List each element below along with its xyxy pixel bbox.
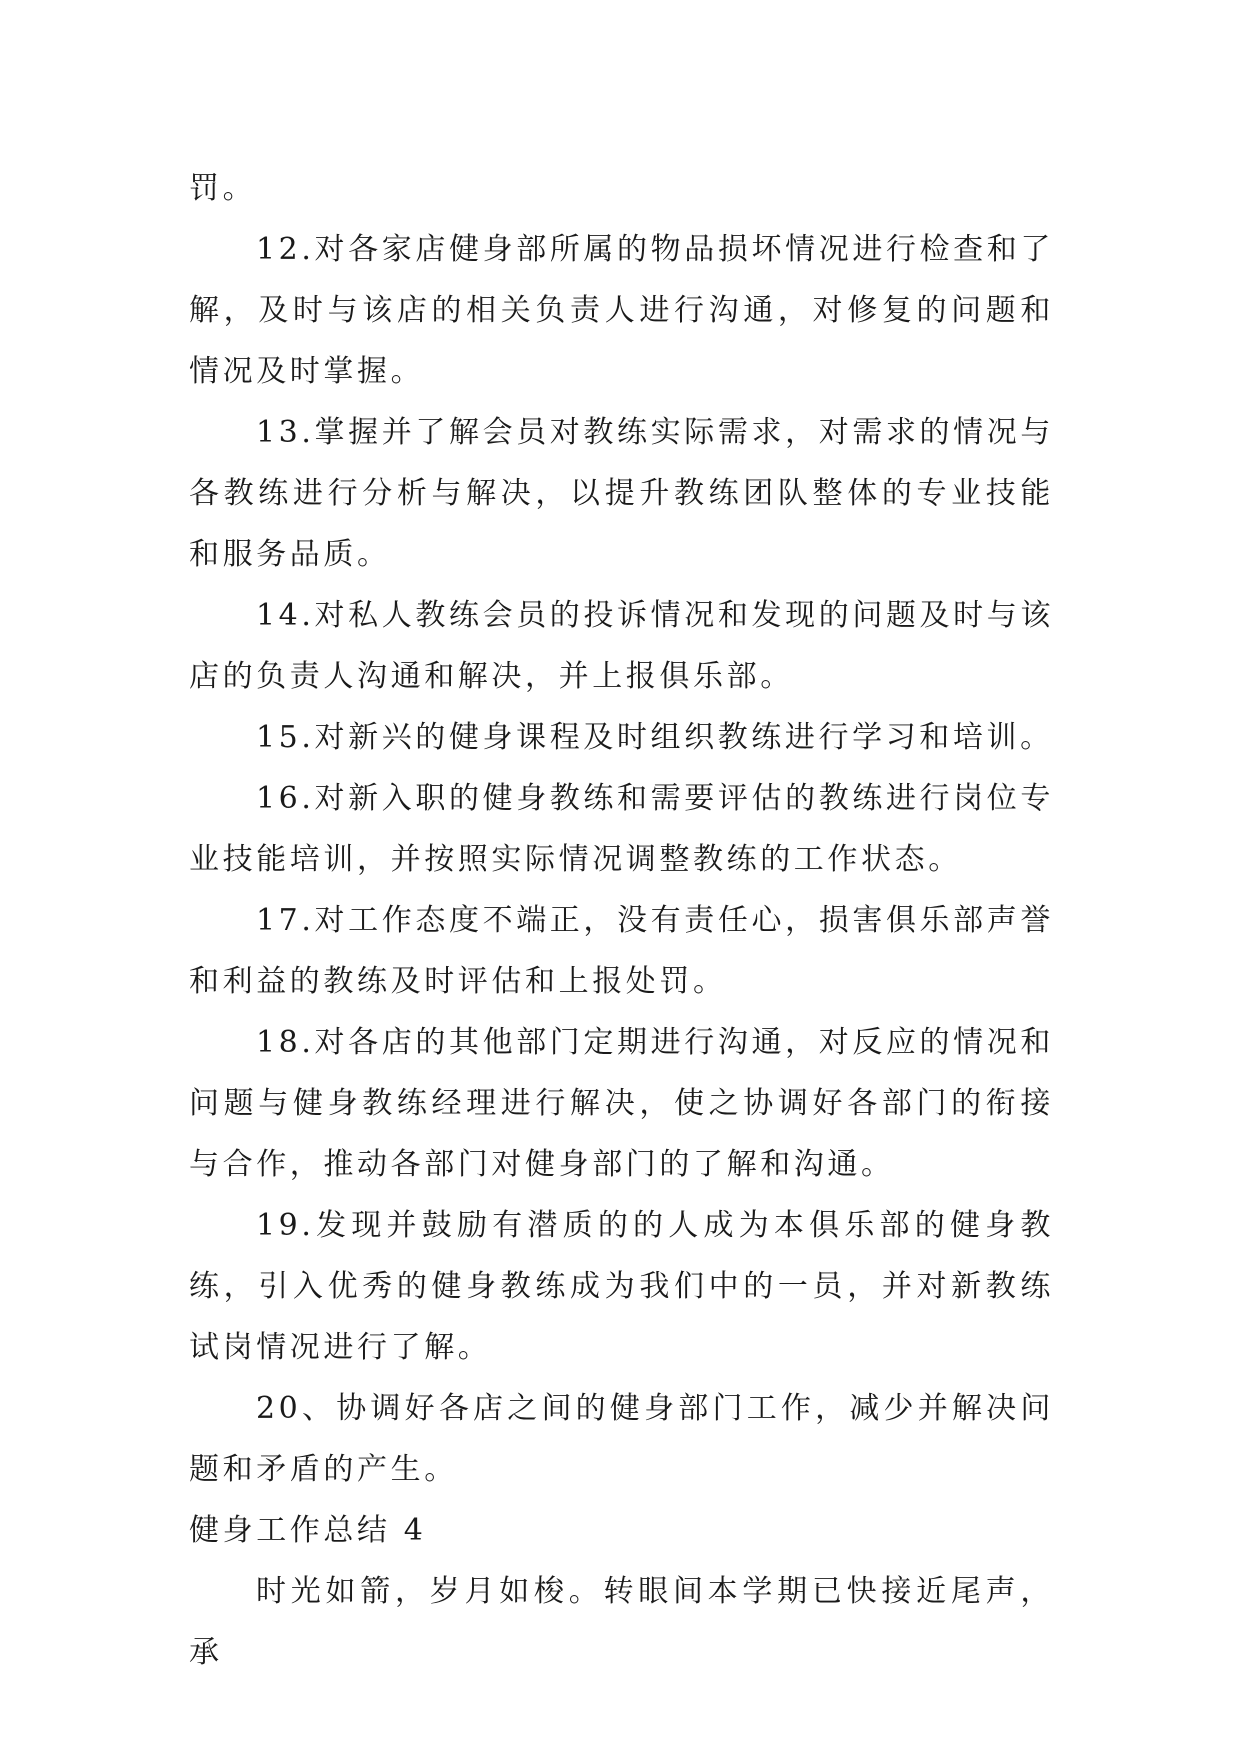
paragraph-item-13: 13.掌握并了解会员对教练实际需求，对需求的情况与各教练进行分析与解决，以提升教练团队整体的专业技能和服务品质。 [189,415,1054,572]
document-body [189,158,1054,1683]
paragraph-item-16: 16.对新入职的健身教练和需要评估的教练进行岗位专业技能培训，并按照实际情况调整教练的工作状态。 [189,781,1054,877]
paragraph-closing: 时光如箭，岁月如梭。转眼间本学期已快接近尾声，承 [189,1574,1054,1670]
paragraph-continuation: 罚。 [189,171,257,206]
paragraph-item-15: 15.对新兴的健身课程及时组织教练进行学习和培训。 [256,720,1054,755]
paragraph-item-18: 18.对各店的其他部门定期进行沟通，对反应的情况和问题与健身教练经理进行解决，使之协调好各部门的衔接与合作，推动各部门对健身部门的了解和沟通。 [189,1025,1054,1182]
section-heading: 健身工作总结 4 [189,1513,427,1548]
paragraph-item-19: 19.发现并鼓励有潜质的的人成为本俱乐部的健身教练，引入优秀的健身教练成为我们中的一员，并对新教练试岗情况进行了解。 [189,1208,1054,1365]
paragraph-item-20: 20、协调好各店之间的健身部门工作，减少并解决问题和矛盾的产生。 [189,1391,1054,1487]
paragraph-item-14: 14.对私人教练会员的投诉情况和发现的问题及时与该店的负责人沟通和解决，并上报俱乐部。 [189,598,1054,694]
paragraph-item-17: 17.对工作态度不端正，没有责任心，损害俱乐部声誉和利益的教练及时评估和上报处罚。 [189,903,1054,999]
paragraph-item-12: 12.对各家店健身部所属的物品损坏情况进行检查和了解，及时与该店的相关负责人进行沟通，对修复的问题和情况及时掌握。 [189,232,1054,389]
